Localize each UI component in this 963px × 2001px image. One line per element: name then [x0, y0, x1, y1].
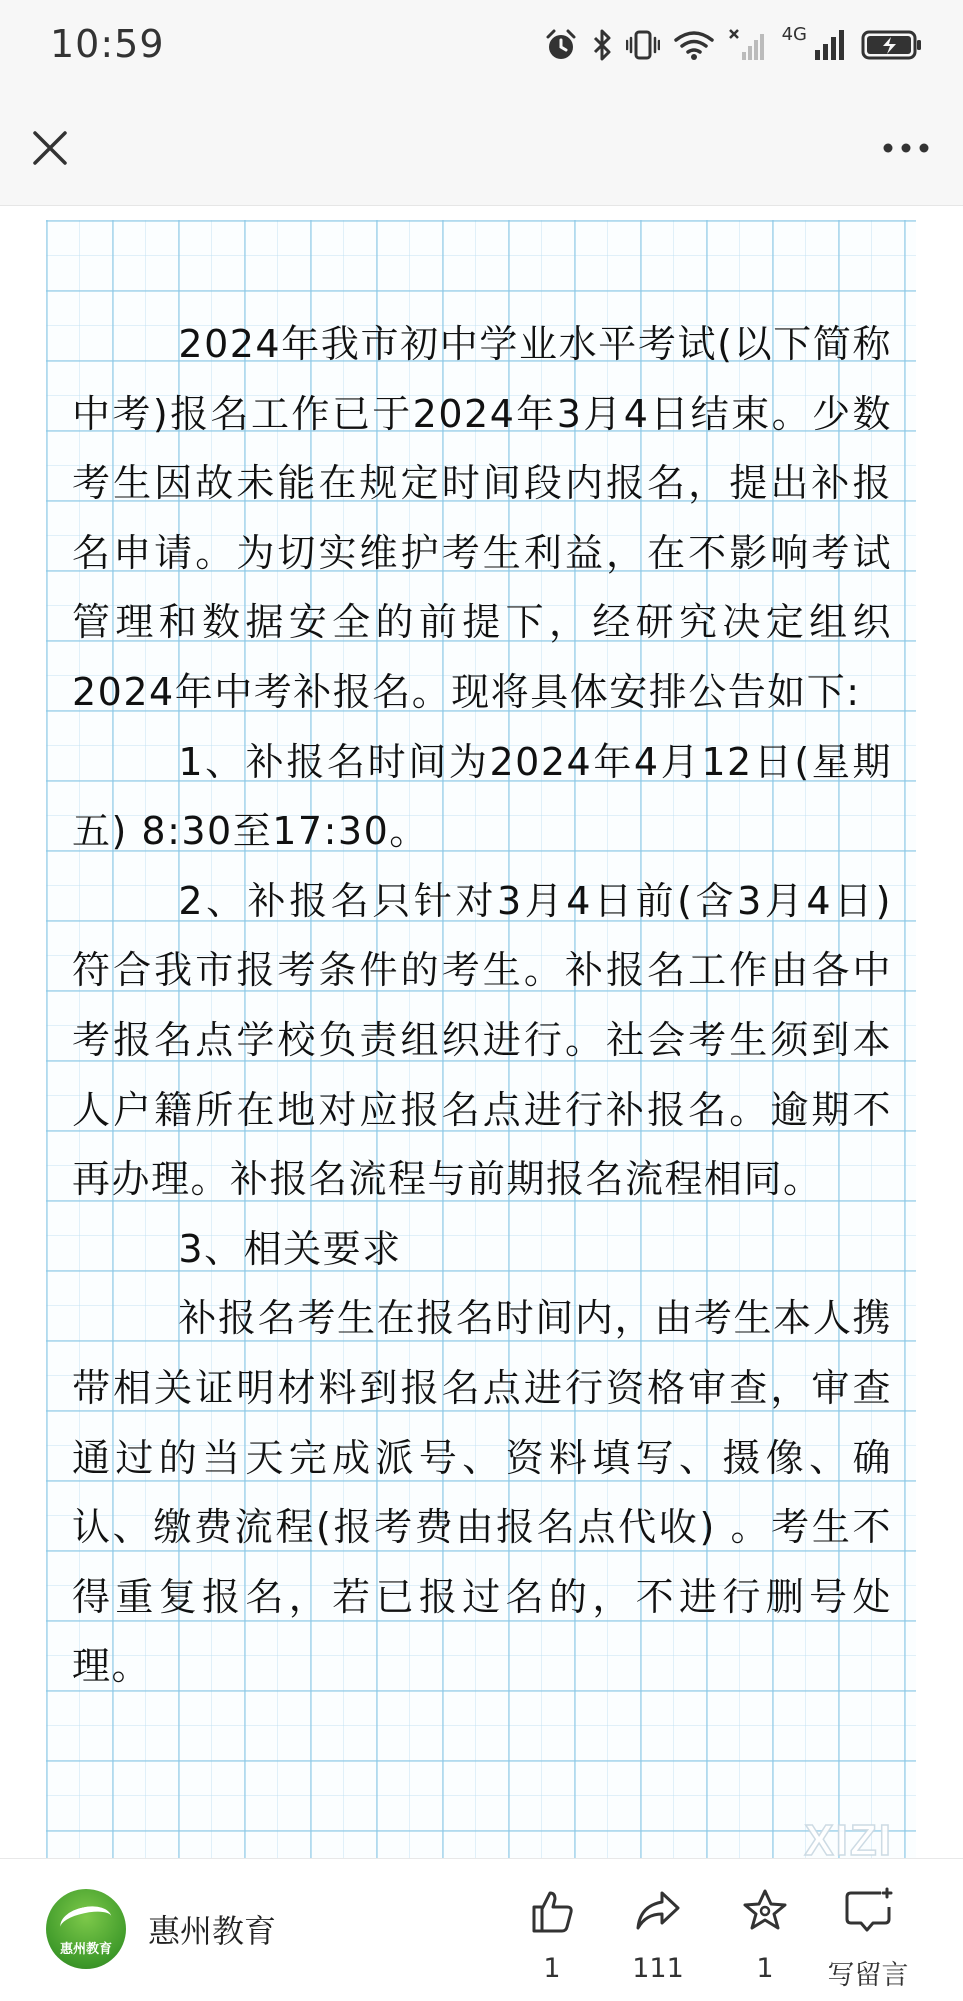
alarm-icon — [544, 28, 578, 62]
avatar-text: 惠州教育 — [59, 1942, 112, 1957]
logo-swoosh — [57, 1902, 114, 1942]
account-name[interactable]: 惠州教育 — [148, 1912, 277, 1950]
article-paragraph-requirements: 补报名考生在报名时间内，由考生本人携带相关证明材料到报名点进行资格审查，审查通过的当天完成派号、资料填写、摄像、确认、缴费流程(报考费由报名点代收) 。考生不得重复报名，若已报过名的，不进行删号处理。 — [72, 1296, 892, 1689]
share-count: 111 — [632, 1953, 684, 1984]
article-content[interactable] — [0, 206, 963, 1858]
like-count: 1 — [543, 1953, 561, 1984]
watermark: XIZI — [804, 1816, 893, 1858]
account-info[interactable] — [46, 1889, 276, 1969]
wifi-icon — [674, 29, 714, 61]
more-icon — [882, 142, 930, 154]
status-time: 10:59 — [50, 22, 165, 66]
article-body — [72, 310, 892, 1702]
article-paragraph-scope: 2、补报名只针对3月4日前(含3月4日) 符合我市报考条件的考生。补报名工作由各中考报名点学校负责组织进行。社会考生须到本人户籍所在地对应报名点进行补报名。逾期不再办理。补报名流程与前期报名流程相同。 — [72, 878, 892, 1202]
comment-label: 写留言 — [827, 1960, 909, 1991]
article-paragraph-time: 1、补报名时间为2024年4月12日(星期五) 8:30至17:30。 — [72, 739, 892, 854]
favorite-count: 1 — [756, 1953, 774, 1984]
avatar[interactable] — [46, 1889, 126, 1969]
signal-4g-icon — [813, 28, 847, 62]
vibrate-icon — [626, 28, 660, 62]
share-icon — [634, 1887, 682, 1935]
share-button[interactable] — [603, 1885, 713, 1984]
nav-bar — [0, 90, 963, 206]
network-type-label: 4G — [781, 24, 807, 45]
battery-charging-icon — [861, 28, 923, 62]
favorite-button[interactable] — [710, 1885, 820, 1984]
article-paragraph-requirements-heading: 3、相关要求 — [178, 1226, 402, 1271]
close-button[interactable] — [22, 120, 78, 176]
bluetooth-icon — [592, 28, 612, 62]
status-icons — [544, 22, 923, 68]
close-icon — [30, 128, 70, 168]
status-bar — [0, 0, 963, 90]
comment-button[interactable] — [813, 1885, 923, 1992]
more-button[interactable] — [871, 120, 941, 176]
signal-no-sim-icon — [728, 28, 768, 62]
bottom-action-bar — [0, 1858, 963, 2001]
article-paragraph-intro: 2024年我市初中学业水平考试(以下简称中考)报名工作已于2024年3月4日结束。少数考生因故未能在规定时间段内报名，提出补报名申请。为切实维护考生利益，在不影响考试管理和数据安全的前提下，经研究决定组织2024年中考补报名。现将具体安排公告如下: — [72, 322, 892, 714]
like-button[interactable] — [497, 1885, 607, 1984]
thumbs-up-icon — [528, 1887, 576, 1935]
star-icon — [741, 1887, 789, 1935]
comment-icon — [843, 1887, 893, 1935]
